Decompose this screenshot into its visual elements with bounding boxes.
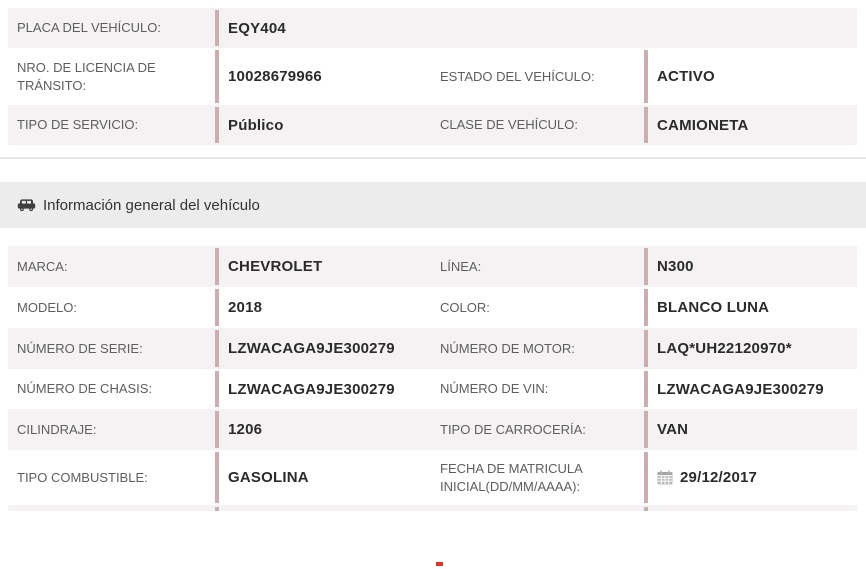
clipped-cell bbox=[215, 505, 431, 511]
numero-chasis-value: LZWACAGA9JE300279 bbox=[215, 369, 431, 409]
placa-value: EQY404 bbox=[215, 8, 431, 48]
tipo-servicio-label: TIPO DE SERVICIO: bbox=[17, 117, 139, 133]
tipo-servicio-value: Público bbox=[215, 105, 431, 145]
table-row bbox=[8, 328, 857, 369]
clase-value: CAMIONETA bbox=[644, 105, 857, 145]
table-row bbox=[8, 48, 857, 105]
fecha-matricula-value bbox=[644, 450, 857, 505]
cilindraje-label: CILINDRAJE: bbox=[17, 421, 97, 437]
table-row bbox=[8, 246, 857, 287]
clipped-cell bbox=[644, 505, 857, 511]
tipo-carroceria-value: VAN bbox=[644, 409, 857, 450]
estado-value: ACTIVO bbox=[644, 48, 857, 105]
modelo-value: 2018 bbox=[215, 287, 431, 328]
cilindraje-value: 1206 bbox=[215, 409, 431, 450]
numero-motor-value: LAQ*UH22120970* bbox=[644, 328, 857, 369]
horizontal-divider bbox=[0, 157, 866, 159]
tipo-combustible-label: TIPO COMBUSTIBLE: bbox=[17, 469, 148, 485]
estado-label: ESTADO DEL VEHÍCULO: bbox=[440, 68, 595, 84]
section-title: Información general del vehículo bbox=[43, 196, 260, 214]
modelo-label: MODELO: bbox=[17, 299, 77, 315]
numero-motor-label: NÚMERO DE MOTOR: bbox=[440, 340, 575, 356]
placa-label: PLACA DEL VEHÍCULO: bbox=[17, 20, 162, 36]
vehicle-general-table bbox=[8, 246, 857, 511]
linea-label: LÍNEA: bbox=[440, 258, 482, 274]
vehicle-summary-table bbox=[8, 8, 857, 145]
clipped-table-row bbox=[8, 505, 857, 511]
clase-label: CLASE DE VEHÍCULO: bbox=[440, 117, 578, 133]
red-mark bbox=[436, 562, 443, 566]
car-icon bbox=[17, 198, 36, 212]
fecha-matricula-label: FECHA DE MATRICULA INICIAL(DD/MM/AAAA): bbox=[440, 460, 583, 494]
marca-label: MARCA: bbox=[17, 258, 68, 274]
numero-chasis-label: NÚMERO DE CHASIS: bbox=[17, 381, 153, 397]
numero-vin-value: LZWACAGA9JE300279 bbox=[644, 369, 857, 409]
table-row bbox=[8, 105, 857, 145]
linea-value: N300 bbox=[644, 246, 857, 287]
color-value: BLANCO LUNA bbox=[644, 287, 857, 328]
calendar-icon bbox=[657, 470, 673, 485]
numero-serie-label: NÚMERO DE SERIE: bbox=[17, 340, 143, 356]
table-row bbox=[8, 287, 857, 328]
fecha-matricula-text: 29/12/2017 bbox=[680, 469, 758, 486]
tipo-combustible-value: GASOLINA bbox=[215, 450, 431, 505]
numero-vin-label: NÚMERO DE VIN: bbox=[440, 381, 549, 397]
numero-serie-value: LZWACAGA9JE300279 bbox=[215, 328, 431, 369]
tipo-carroceria-label: TIPO DE CARROCERÍA: bbox=[440, 421, 586, 437]
clipped-cell bbox=[8, 505, 215, 511]
empty-cell bbox=[431, 8, 857, 48]
clipped-cell bbox=[431, 505, 644, 511]
licencia-value: 10028679966 bbox=[215, 48, 431, 105]
licencia-label: NRO. DE LICENCIA DE TRÁNSITO: bbox=[17, 59, 156, 93]
marca-value: CHEVROLET bbox=[215, 246, 431, 287]
table-row bbox=[8, 8, 857, 48]
color-label: COLOR: bbox=[440, 299, 490, 315]
section-header bbox=[0, 182, 866, 228]
table-row bbox=[8, 450, 857, 505]
table-row bbox=[8, 369, 857, 409]
table-row bbox=[8, 409, 857, 450]
